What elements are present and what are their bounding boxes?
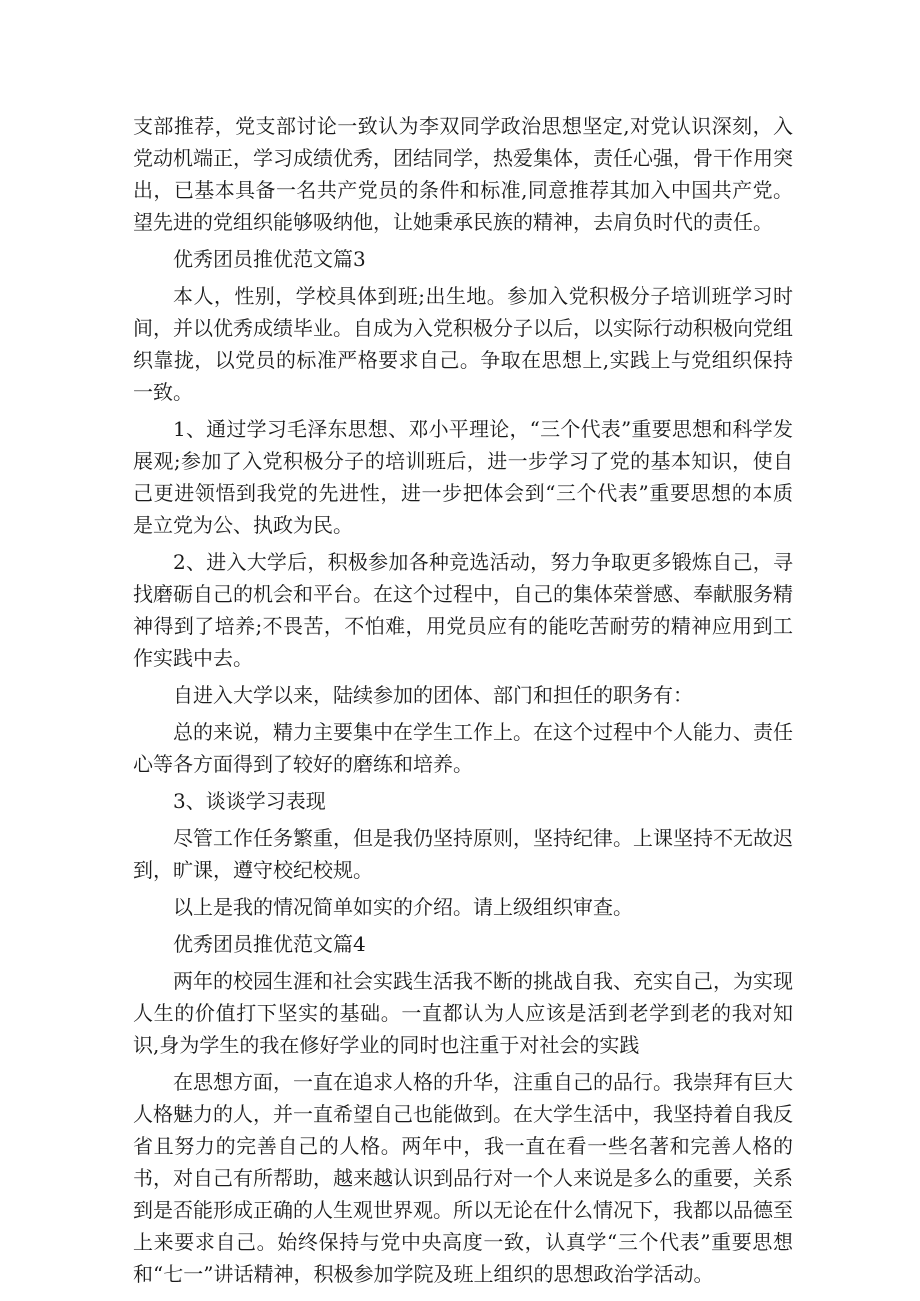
paragraph-recommendation: 支部推荐，党支部讨论一致认为李双同学政治思想坚定,对党认识深刻，入党动机端正，学习成绩优秀，团结同学，热爱集体，责任心强，骨干作用突出，已基本具备一名共产党员的条件和标准,同意推荐其加入中国共产党。望先进的党组织能够吸纳他，让她秉承民族的精神，去肩负时代的责任。	[133, 114, 793, 234]
paragraph-item-1: 1、通过学习毛泽东思想、邓小平理论，“三个代表”重要思想和科学发展观;参加了入党积极分子的培训班后，进一步学习了党的基本知识，使自己更进领悟到我党的先进性，进一步把体会到“三个代表”重要思想的本质是立党为公、执政为民。	[133, 417, 793, 537]
paragraph-campus-life: 两年的校园生涯和社会实践生活我不断的挑战自我、充实自己，为实现人生的价值打下坚实的基础。一直都认为人应该是活到老学到老的我对知识,身为学生的我在修好学业的同时也注重于对社会的实践	[133, 969, 793, 1057]
paragraph-item-3-title: 3、谈谈学习表现	[173, 789, 326, 813]
paragraph-item-2: 2、进入大学后，积极参加各种竞选活动，努力争取更多锻炼自己，寻找磨砺自己的机会和平台。在这个过程中，自己的集体荣誉感、奉献服务精神得到了培养;不畏苦，不怕难，用党员应有的能吃苦耐劳的精神应用到工作实践中去。	[133, 550, 793, 670]
section-heading-4: 优秀团员推优范文篇4	[173, 932, 366, 956]
paragraph-closing: 以上是我的情况简单如实的介绍。请上级组织审查。	[173, 895, 633, 919]
paragraph-study: 尽管工作任务繁重，但是我仍坚持原则，坚持纪律。上课坚持不无故迟到，旷课，遵守校纪校规。	[133, 826, 793, 882]
paragraph-ideology: 在思想方面，一直在追求人格的升华，注重自己的品行。我崇拜有巨大人格魅力的人，并一直希望自己也能做到。在大学生活中，我坚持着自我反省且努力的完善自己的人格。两年中，我一直在看一些名著和完善人格的书，对自己有所帮助，越来越认识到品行对一个人来说是多么的重要，关系到是否能形成正确的人生观世界观。所以无论在什么情况下，我都以品德至上来要求自己。始终保持与党中央高度一致，认真学“三个代表”重要思想和“七一”讲话精神，积极参加学院及班上组织的思想政治学活动。	[133, 1070, 793, 1286]
section-heading-3: 优秀团员推优范文篇3	[173, 247, 366, 271]
paragraph-positions: 自进入大学以来，陆续参加的团体、部门和担任的职务有：	[173, 683, 693, 707]
document-body	[133, 110, 793, 1295]
paragraph-summary: 总的来说，精力主要集中在学生工作上。在这个过程中个人能力、责任心等各方面得到了较好的磨练和培养。	[133, 720, 793, 776]
paragraph-personal-info: 本人，性别，学校具体到班;出生地。参加入党积极分子培训班学习时间，并以优秀成绩毕业。自成为入党积极分子以后，以实际行动积极向党组织靠拢，以党员的标准严格要求自己。争取在思想上,实践上与党组织保持一致。	[133, 284, 793, 404]
